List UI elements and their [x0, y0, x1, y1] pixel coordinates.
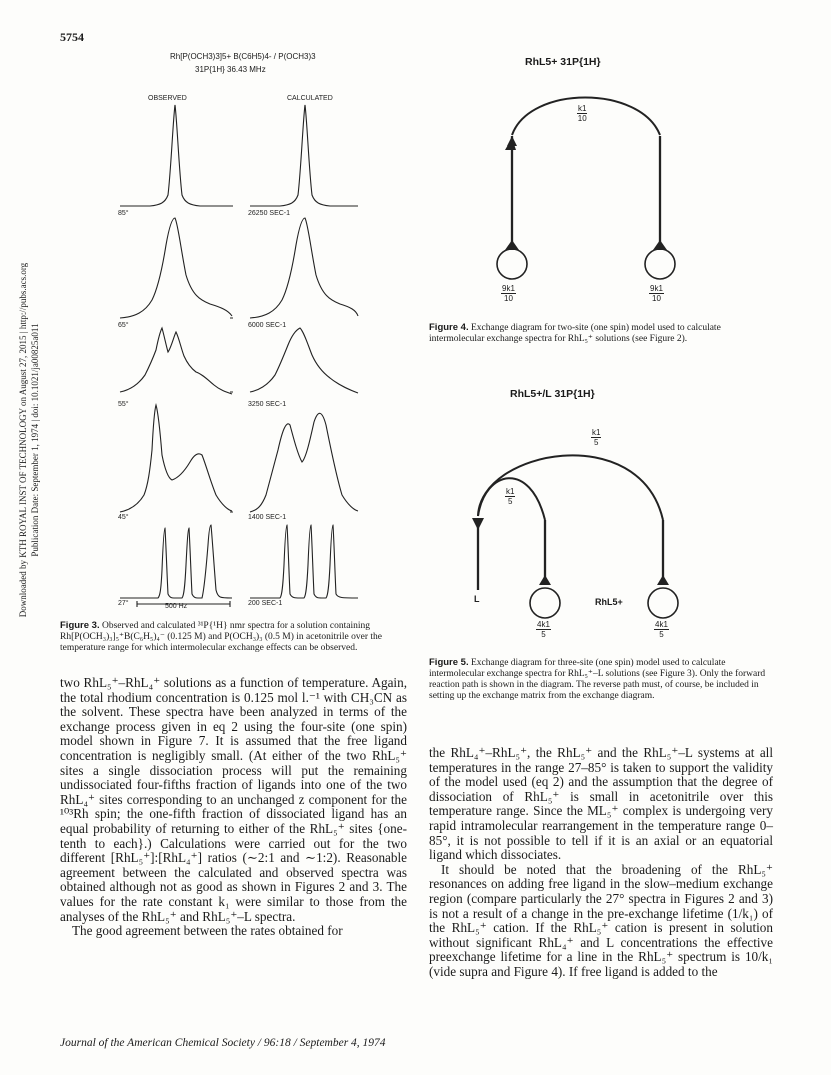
fig4-left-loop	[497, 249, 527, 279]
figure5-arrowheads	[472, 518, 669, 585]
fig5-k-mid: $\frac{k1}{5}$	[506, 487, 515, 506]
rate-label-3: 3250 SEC-1	[248, 401, 287, 408]
figure4-title: RhL5+ 31P{1H}	[525, 56, 601, 68]
rate-label-5: 200 SEC-1	[248, 600, 283, 607]
rate-label-2: 6000 SEC-1	[248, 322, 287, 329]
temp-label-85: 85°	[118, 210, 129, 217]
fig4-right-loop	[645, 249, 675, 279]
figure3-title-line2: 31P{1H} 36.43 MHz	[195, 65, 266, 74]
right-paragraph-1: the RhL₄⁺–RhL₅⁺, the RhL₅⁺ and the RhL₅⁺–L systems at all temperatures in the range 27–85° is taken to support the validity of the model used (eq 2) and the assumption that the degree of dissociation of RhL₅⁺ is small in acetonitrile over this temperature range. Since the ML₅⁺ complex is undergoing very rapid intramolecular rearrangement in the temperature range 0–85°, it is not possible to tell if it is an axial or an equatorial ligand which dissociates.	[429, 745, 773, 863]
spectrum-calculated-85	[250, 105, 358, 206]
figure5-caption: Figure 5. Exchange diagram for three-site (one spin) model used to calculate intermolecular exchange spectra for RhL₅⁺–L solutions (see Figure 3). Only the forward reaction path is shown in the diagram. The reverse path must, of course, be included in setting up the exchange matrix from the exchange diagram.	[429, 657, 766, 701]
calculated-label: CALCULATED	[287, 95, 333, 102]
scale-label: 500 Hz	[165, 603, 188, 610]
spectrum-calculated-45	[250, 413, 358, 512]
fig5-k-right: $\frac{4k1}{5}$	[655, 620, 668, 639]
right-text-column	[429, 746, 773, 980]
figure3-caption: Figure 3. Observed and calculated ³¹P{¹H} nmr spectra for a solution containing Rh[P(OCH₃)₃]₅⁺B(C₆H₅)₄⁻ (0.125 M) and P(OCH₃)₃ (0.5 M) in acetonitrile over the temperature range for which intermolecular exchange effects can be observed.	[60, 620, 383, 653]
observed-label: OBSERVED	[148, 95, 187, 102]
fig4-k-right: $\frac{9k1}{10}$	[650, 284, 663, 303]
scale-bar	[137, 601, 230, 607]
figure4-arrowheads	[505, 136, 667, 250]
temp-label-45: 45°	[118, 514, 129, 521]
spectrum-observed-55	[120, 328, 232, 394]
figure3-title-line1: Rh[P(OCH3)3]5+ B(C6H5)4- / P(OCH3)3	[170, 52, 316, 61]
fig5-right-loop	[648, 588, 678, 618]
fig5-k-top: $\frac{k1}{5}$	[592, 428, 601, 447]
sidebar-line-1: Downloaded by KTH ROYAL INST OF TECHNOLOGY on August 27, 2015 | http://pubs.acs.org	[18, 262, 28, 618]
spectrum-observed-85	[120, 105, 230, 206]
spectrum-calculated-55	[250, 328, 358, 393]
fig5-mid-loop	[530, 588, 560, 618]
left-text-column	[60, 676, 407, 939]
right-paragraph-2: It should be noted that the broadening of the RhL₅⁺ resonances on adding free ligand in the slow–medium exchange region (compare particularly the 27° spectra in Figures 2 and 3) is not a result of a change in the pre-exchange lifetime (1/k₁) of the RhL₅⁺ cation. If the RhL₅⁺ cation is present in solution without significant RhL₄⁺ and L concentrations the effective preexchange lifetime for a line in the RhL₅⁺ spectrum is 10/k₁ (vide supra and Figure 4). If free ligand is added to the	[429, 861, 773, 979]
temp-label-55: 55°	[118, 401, 129, 408]
fig4-k-left: $\frac{9k1}{10}$	[502, 284, 515, 303]
spectrum-calculated-65	[250, 218, 358, 318]
spectrum-observed-45	[120, 405, 232, 512]
figure4-caption: Figure 4. Exchange diagram for two-site (one spin) model used to calculate intermolecular exchange spectra for RhL₅⁺ solutions (see Figure 2).	[429, 322, 721, 344]
left-paragraph-2: The good agreement between the rates obtained for	[72, 923, 343, 939]
spectrum-calculated-27	[250, 525, 358, 598]
figure5-title: RhL5+/L 31P{1H}	[510, 388, 595, 400]
figure4-diagram	[497, 98, 675, 280]
rate-label-1: 26250 SEC-1	[248, 210, 291, 217]
temp-label-65: 65°	[118, 322, 129, 329]
fig5-label-site: RhL5+	[595, 597, 623, 607]
spectrum-observed-27	[120, 525, 232, 598]
temp-label-27: 27°	[118, 600, 129, 607]
fig4-k-top: $\frac{k1}{10}$	[577, 104, 587, 123]
rate-label-4: 1400 SEC-1	[248, 514, 287, 521]
fig5-k-left: $\frac{4k1}{5}$	[537, 620, 550, 639]
spectrum-observed-65	[120, 218, 232, 318]
journal-footer: Journal of the American Chemical Society / 96:18 / September 4, 1974	[60, 1037, 386, 1049]
fig5-label-l: L	[474, 594, 480, 604]
sidebar-line-2: Publication Date: September 1, 1974 | doi: 10.1021/ja00825a011	[30, 323, 40, 557]
page-number: 5754	[60, 30, 84, 44]
figure5-diagram	[478, 455, 678, 618]
left-paragraph-1: two RhL₅⁺–RhL₄⁺ solutions as a function of temperature. Again, the total rhodium concentration is 0.125 mol l.⁻¹ with CH₃CN as the solvent. These spectra have been analyzed in terms of the exchange process given in eq 2 using the four-site (one spin) model shown in Figure 7. It is assumed that the free ligand concentration is negligibly small. (At either of the two RhL₅⁺ sites a single dissociation process will put the remaining undissociated four-fifths fraction of ligands into one of the two RhL₄⁺ sites corresponding to an unchanged z component for the ¹⁰³Rh spin; the one-fifth fraction of dissociated ligand has an equal probability of returning to either of the RhL₅⁺ sites {one-tenth to each}.) Calculations were carried out for the two different [RhL₅⁺]:[RhL₄⁺] ratios (∼2:1 and ∼1:2). Reasonable agreement between the calculated and observed spectra was obtained although not as good as shown in Figures 2 and 3. The values for the rate constant k₁ were similar to those from the analyses of the RhL₅⁺ and RhL₅⁺–L spectra.	[60, 675, 407, 924]
